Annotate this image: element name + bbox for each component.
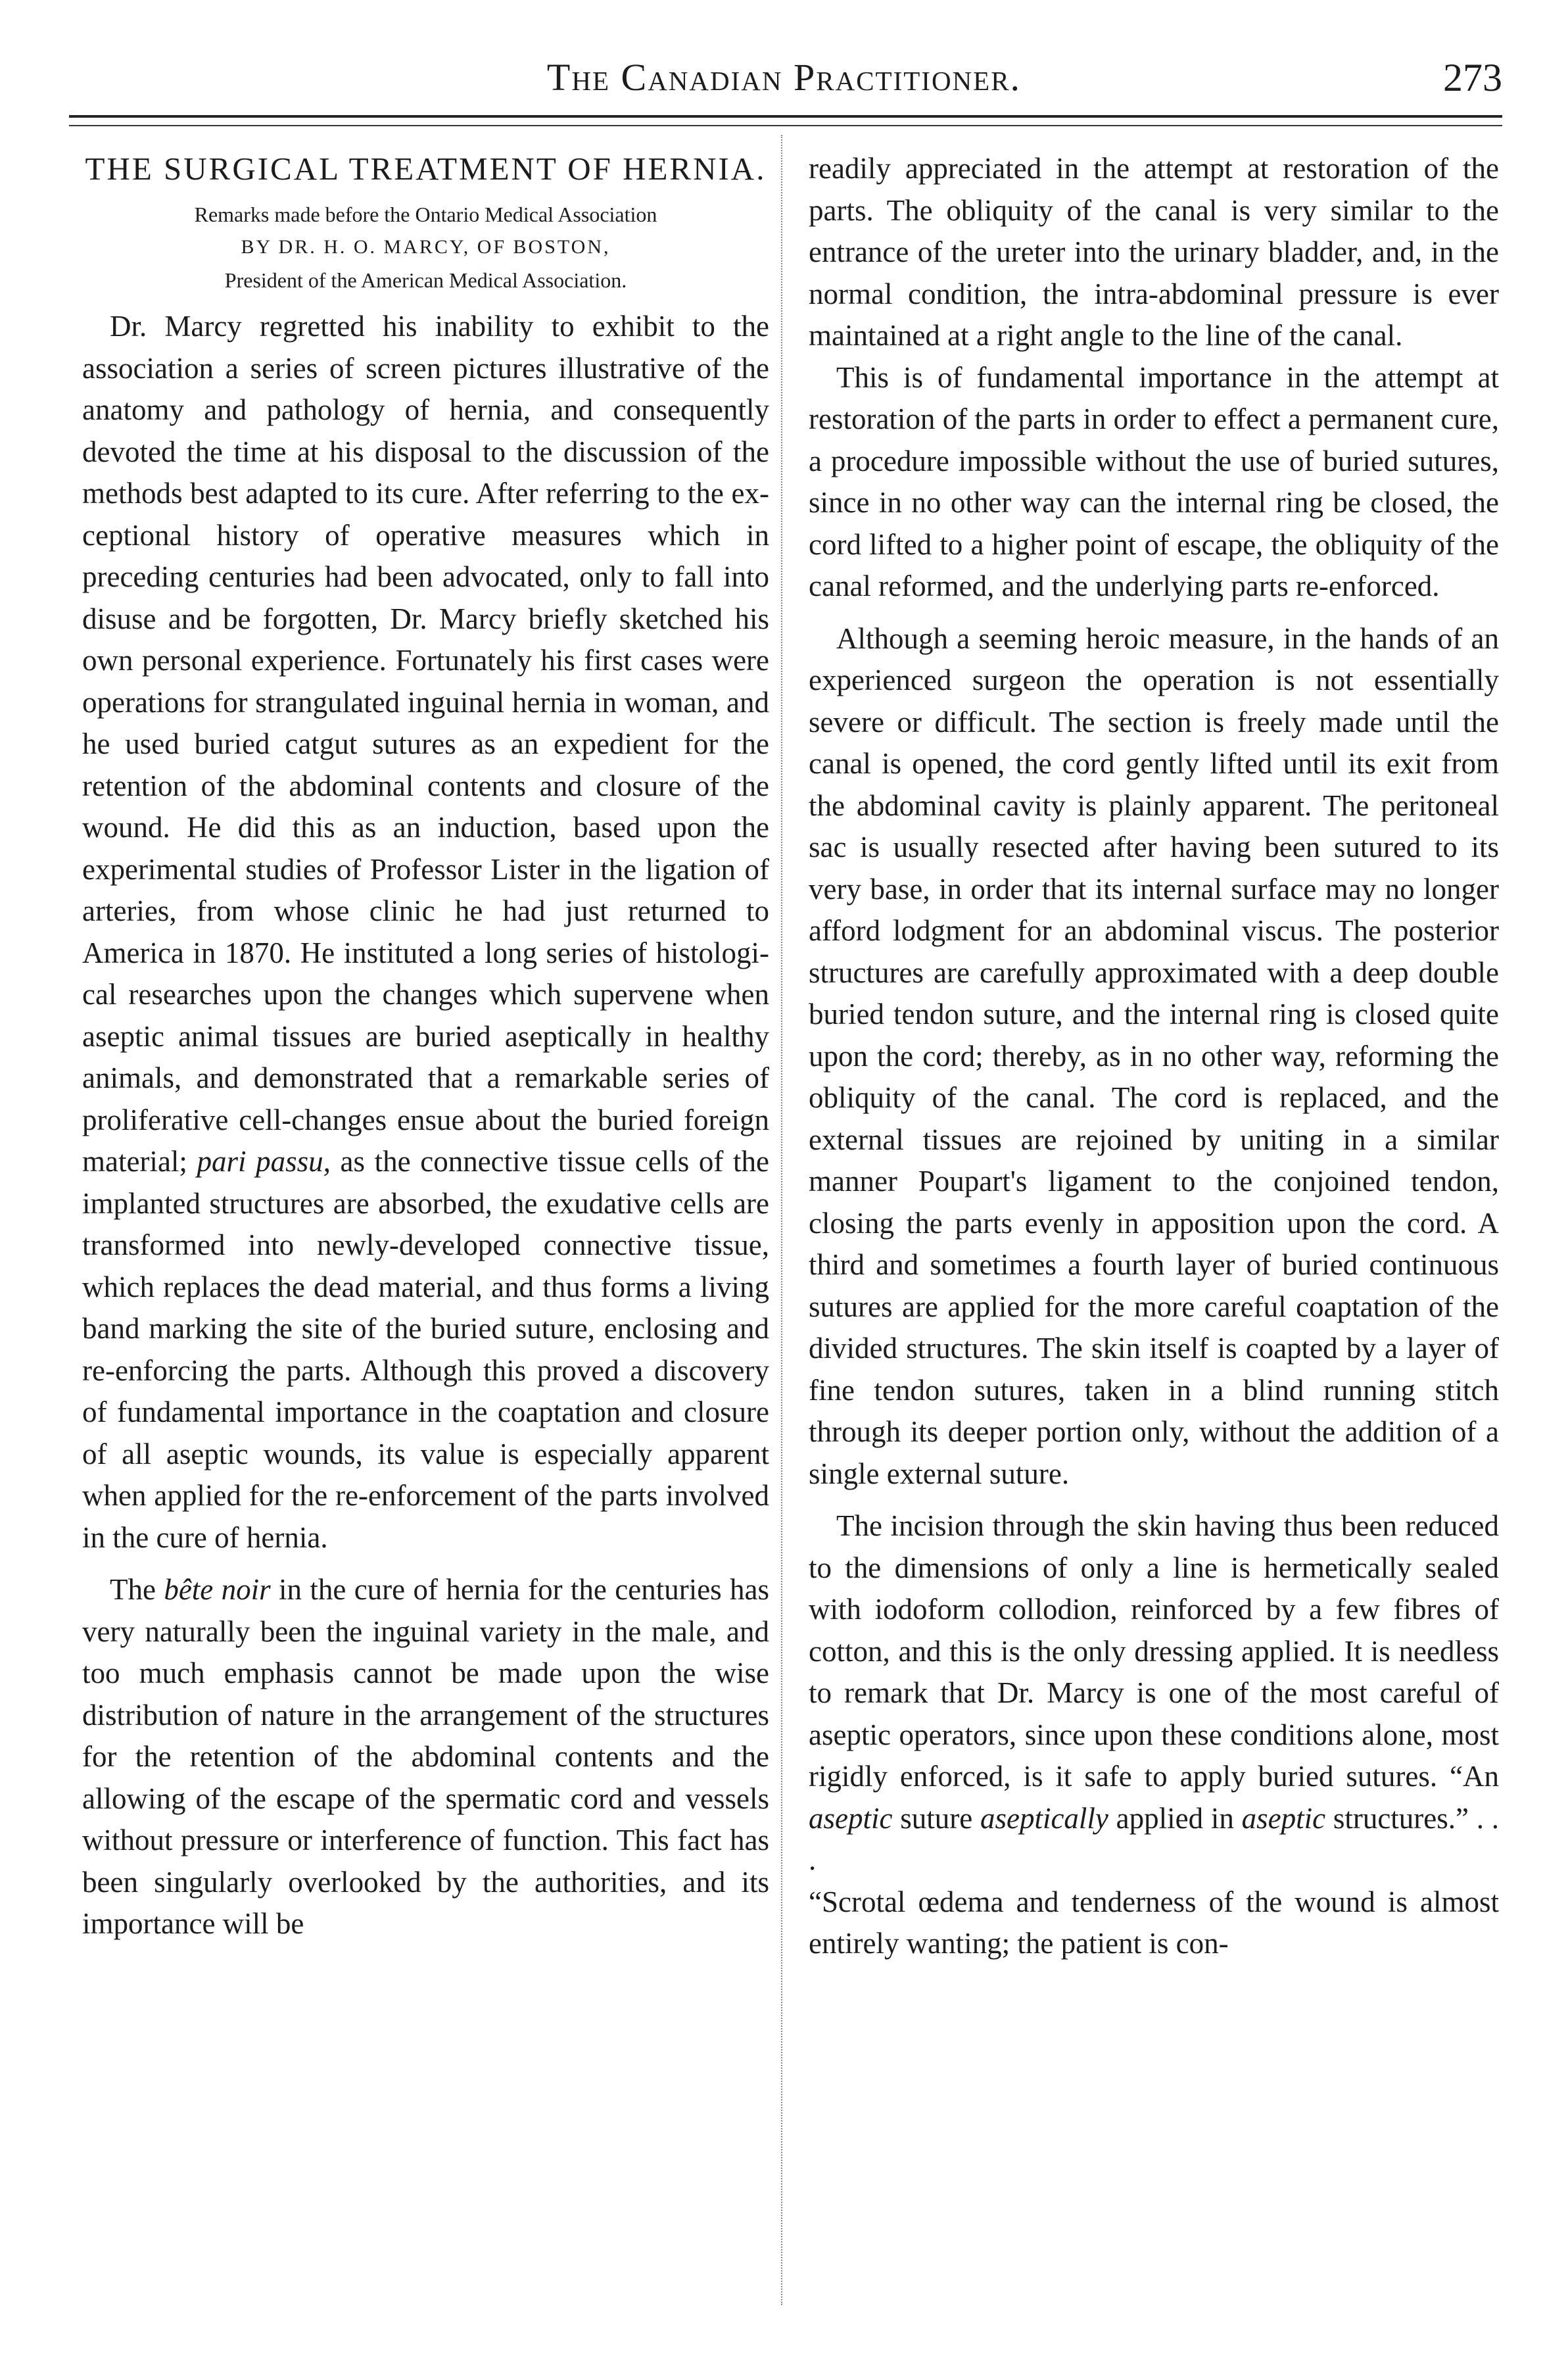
italic-word: aseptic bbox=[809, 1801, 893, 1835]
paragraph-incision bbox=[809, 1505, 1499, 1881]
paragraph-intro bbox=[82, 306, 769, 1559]
article-title: THE SURGICAL TREATMENT OF HERNIA. bbox=[85, 151, 767, 187]
paragraph-operation: Although a seeming heroic measure, in the hands of an experienced surgeon the operation is not essentially severe or difficult. The section is freely made until the canal is opened, the cord gently lifted until its exit from the abdominal cavity is plainly apparent. The peritoneal sac is usually resected after having been sutured to its very base, in order that its internal surface may no longer afford lodgment for an abdominal viscus. The posterior structures are carefully approximated with a deep double buried tendon suture, and the internal ring is closed quite upon the cord; thereby, as in no other way, reforming the obliquity of the canal. The cord is replaced, and the external tissues are rejoined by uniting in a similar manner Poupart's ligament to the conjoined tendon, closing the parts evenly in apposition upon the cord. A third and sometimes a fourth layer of buried continuous sutures are applied for the more careful coaptation of the divided structures. The skin itself is coapted by a layer of fine tendon sutures, taken in a blind running stitch through its deeper portion only, without the addition of a single external suture. bbox=[809, 621, 1499, 1490]
running-head bbox=[66, 51, 1502, 104]
paragraph-quote: “Scrotal œdema and tenderness of the wound is almost entirely wanting; the patient is con- bbox=[809, 1885, 1499, 1960]
article-author: BY DR. H. O. MARCY, OF BOSTON, bbox=[241, 236, 611, 258]
paragraph-text: Dr. Marcy regretted his inability to exhibit to the association a series of screen pictures illustrative of the anatomy and pathology of hernia, and consequently devoted the time at his disposal to the discussion of the methods best adapted to its cure. After referring to the exceptional history of operative measures which in preceding centuries had been advocated, only to fall into disuse and be forgotten, Dr. Marcy briefly sketched his own personal experience. Fortunately his first cases were operations for strangulated inguinal hernia in woman, and he used buried catgut sutures as an expedient for the retention of the abdominal contents and closure of the wound. He did this as an induction, based upon the experimental studies of Professor Lister in the ligation of arteries, from whose clinic he had just returned to America in 1870. He instituted a long series of histological researches upon the changes which supervene when aseptic animal tissues are buried aseptically in healthy animals, and demonstrated that a remarkable series of proliferative cell-changes ensue about the buried foreign material; bbox=[82, 310, 769, 1178]
paragraph-importance: This is of fundamental importance in the attempt at restoration of the parts in order to effect a permanent cure, a procedure impossible without the use of buried sutures, since in no other way can the internal ring be closed, the cord lifted to a higher point of escape, the obliquity of the canal reformed, and the underlying parts re-enforced. bbox=[809, 360, 1499, 602]
header-rule bbox=[69, 115, 1502, 118]
paragraph-text: The incision through the skin having thus been reduced to the dimensions of only a line is hermetically sealed with iodoform collodion, reinforced by a few fibres of cotton, and this is the only dressing applied. It is needless to remark that Dr. Marcy is one of the most careful of aseptic operators, since upon these conditions alone, most rigidly enforced, is it safe to apply buried sutures. “An bbox=[809, 1509, 1499, 1793]
italic-word: aseptic bbox=[1241, 1801, 1326, 1835]
header-rule-thin bbox=[69, 125, 1502, 126]
paragraph-bete-noir bbox=[82, 1569, 769, 1945]
right-column bbox=[809, 148, 1499, 1965]
italic-phrase: bête noir bbox=[164, 1573, 271, 1606]
author-affiliation: President of the American Medical Association. bbox=[224, 268, 627, 292]
paragraph-text: in the cure of hernia for the centuries has very naturally been the inguinal variety in the male, and too much emphasis cannot be made upon the wise distribution of nature in the arrangement of the structures for the retention of the abdominal contents and the allowing of the escape of the spermatic cord and vessels without pressure or interference of function. This fact has been singularly overlooked by the authorities, and its importance will be bbox=[82, 1573, 770, 1940]
italic-word: aseptically bbox=[980, 1801, 1108, 1835]
paragraph-text: as the connective tissue cells of the implanted structures are absorbed, the exudative cells are transformed into newly-developed connective tissue, which replaces the dead material, and thus forms a living band marking the site of the buried suture, enclosing and re-enforcing the parts. Although this proved a discovery of fundamental importance in the coaptation and closure of all aseptic wounds, its value is especially apparent when applied for the re-enforcement of the parts involved in the cure of hernia. bbox=[82, 1145, 769, 1554]
paragraph-text: structures.” . . . bbox=[809, 1801, 1499, 1876]
paragraph-continued: readily appreciated in the attempt at restoration of the parts. The obliquity of the canal is very similar to the entrance of the ureter into the urinary bladder, and, in the normal condition, the intra-abdominal pressure is ever maintained at a right angle to the line of the canal. bbox=[809, 152, 1499, 352]
italic-phrase: pari passu, bbox=[197, 1145, 331, 1178]
column-divider bbox=[781, 135, 782, 2305]
paragraph-text: The bbox=[110, 1573, 156, 1606]
paragraph-text: suture bbox=[900, 1801, 973, 1835]
left-column bbox=[82, 148, 769, 1945]
running-title: The Canadian Practitioner. bbox=[546, 56, 1022, 99]
page-number: 273 bbox=[1443, 56, 1502, 99]
paragraph-text: applied in bbox=[1116, 1801, 1234, 1835]
article-byline-occasion: Remarks made before the Ontario Medical Association bbox=[194, 203, 657, 226]
